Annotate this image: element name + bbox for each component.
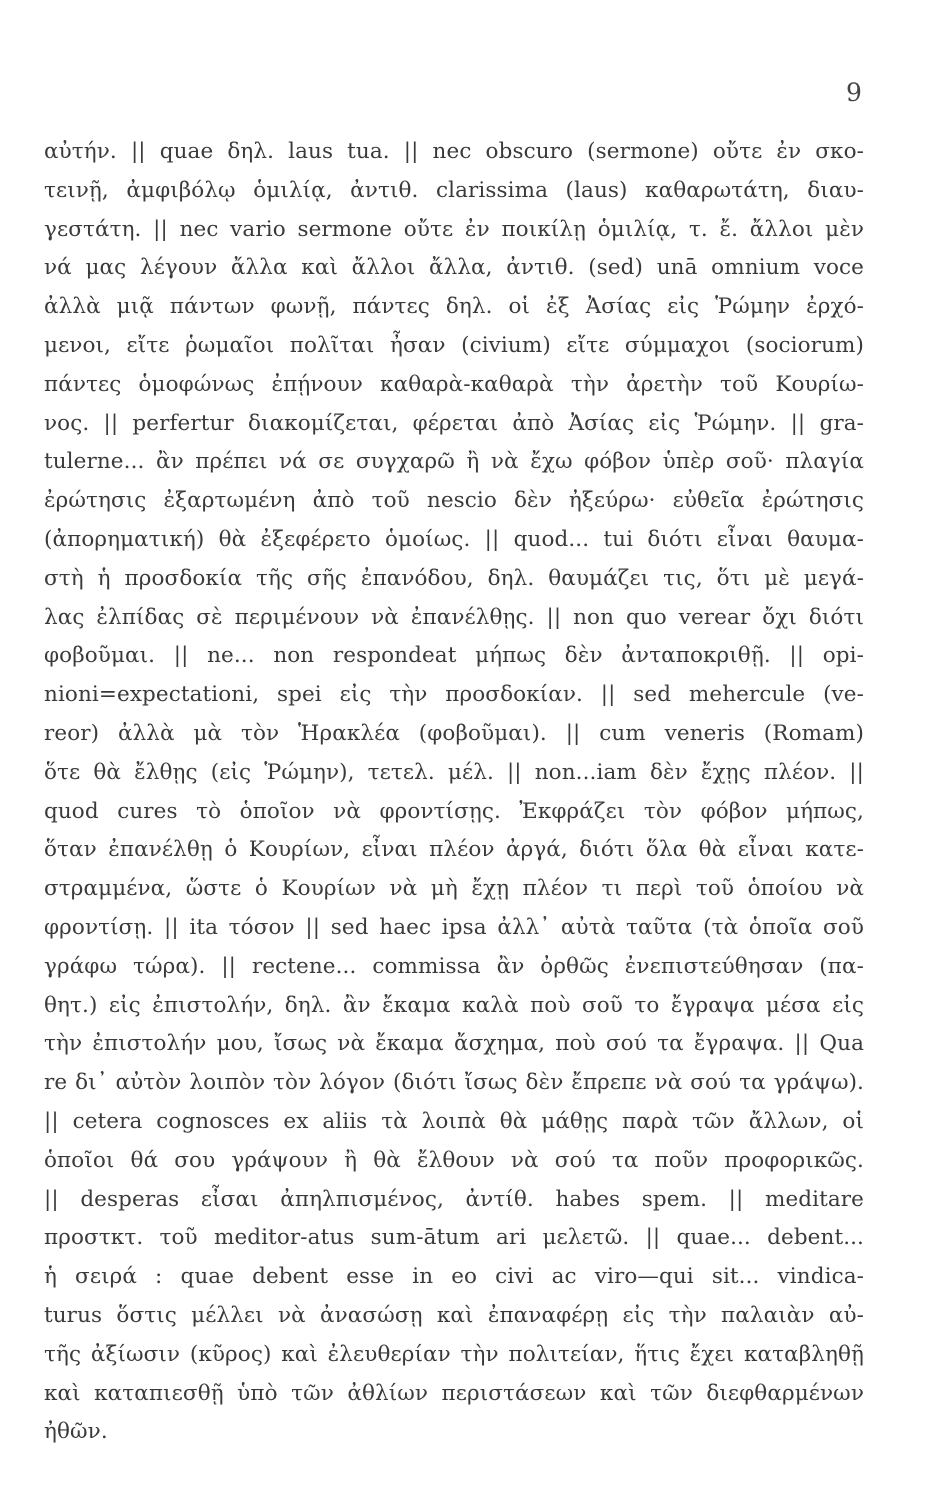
page-number: 9	[846, 78, 862, 107]
text-line: ἀλλὰ μιᾷ πάντων φωνῇ, πάντες δηλ. οἱ ἐξ Ἀσίας εἰς Ῥώμην ἐρχό-	[44, 294, 864, 320]
text-line: νος. || perfertur διακομίζεται, φέρεται ἀπὸ Ἀσίας εἰς Ῥώμην. || gra-	[44, 410, 864, 436]
text-line: γεστάτη. || nec vario sermone οὔτε ἐν ποικίλῃ ὁμιλίᾳ, τ. ἔ. ἄλλοι μὲν	[44, 216, 864, 242]
text-line: turus ὅστις μέλλει νὰ ἀνασώσῃ καὶ ἐπαναφέρῃ εἰς τὴν παλαιὰν αὐ-	[44, 1302, 864, 1328]
text-line: αὐτήν. || quae δηλ. laus tua. || nec obscuro (sermone) οὔτε ἐν σκο-	[44, 139, 864, 164]
text-line: νά μας λέγουν ἄλλα καὶ ἄλλοι ἄλλα, ἀντιθ. (sed) unā omnium voce	[44, 255, 864, 281]
text-line: προστκτ. τοῦ meditor-atus sum-ātum ari μελετῶ. || quae... debent...	[44, 1225, 864, 1251]
text-line: στραμμένα, ὥστε ὁ Κουρίων νὰ μὴ ἔχῃ πλέον τι περὶ τοῦ ὁποίου νὰ	[44, 876, 864, 902]
text-line: quod cures τὸ ὁποῖον νὰ φροντίσῃς. Ἐκφράζει τὸν φόβον μήπως,	[44, 798, 864, 824]
text-line: ἡ σειρά : quae debent esse in eo civi ac viro—qui sit... vindica-	[44, 1264, 864, 1290]
text-line: ἠθῶν.	[44, 1419, 108, 1445]
text-line: λας ἐλπίδας σὲ περιμένουν νὰ ἐπανέλθῃς. || non quo verear ὄχι διότι	[44, 604, 864, 630]
text-line: μενοι, εἴτε ῥωμαῖοι πολῖται ἦσαν (civium) εἴτε σύμμαχοι (sociorum)	[44, 332, 864, 358]
text-line: τεινῇ, ἀμφιβόλῳ ὁμιλίᾳ, ἀντιθ. clarissima (laus) καθαρωτάτη, διαυ-	[44, 177, 864, 203]
text-line: ὅταν ἐπανέλθῃ ὁ Κουρίων, εἶναι πλέον ἀργά, διότι ὅλα θὰ εἶναι κατε-	[44, 837, 864, 863]
text-line: φροντίσῃ. || ita τόσον || sed haec ipsa ἀλλ᾽ αὐτὰ ταῦτα (τὰ ὁποῖα σοῦ	[44, 914, 864, 940]
text-line: καὶ καταπιεσθῇ ὑπὸ τῶν ἀθλίων περιστάσεων καὶ τῶν διεφθαρμένων	[44, 1380, 864, 1406]
text-line: re δι᾽ αὐτὸν λοιπὸν τὸν λόγον (διότι ἴσως δὲν ἔπρεπε νὰ σού τα γράψω).	[44, 1070, 864, 1096]
text-line: || cetera cognosces ex aliis τὰ λοιπὰ θὰ μάθῃς παρὰ τῶν ἄλλων, οἱ	[44, 1108, 864, 1134]
text-line: τῆς ἀξίωσιν (κῦρος) καὶ ἐλευθερίαν τὴν πολιτείαν, ἥτις ἔχει καταβληθῇ	[44, 1341, 864, 1367]
text-line: tulerne... ἂν πρέπει νά σε συγχαρῶ ἢ νὰ ἔχω φόβον ὑπὲρ σοῦ· πλαγία	[44, 449, 864, 475]
text-line: στὴ ἡ προσδοκία τῆς σῆς ἐπανόδου, δηλ. θαυμάζει τις, ὅτι μὲ μεγά-	[44, 565, 864, 591]
text-line: ὁποῖοι θά σου γράψουν ἢ θὰ ἔλθουν νὰ σού τα ποῦν προφορικῶς.	[44, 1147, 864, 1173]
text-line: nioni=expectationi, spei εἰς τὴν προσδοκίαν. || sed mehercule (ve-	[44, 682, 864, 708]
text-line: reor) ἀλλὰ μὰ τὸν Ἡρακλέα (φοβοῦμαι). || cum veneris (Romam)	[44, 720, 864, 746]
text-line: τὴν ἐπιστολήν μου, ἴσως νὰ ἔκαμα ἄσχημα, ποὺ σού τα ἔγραψα. || Qua	[44, 1031, 864, 1057]
commentary-text	[44, 133, 864, 1452]
text-line: θητ.) εἰς ἐπιστολήν, δηλ. ἂν ἔκαμα καλὰ ποὺ σοῦ το ἔγραψα μέσα εἰς	[44, 992, 864, 1018]
text-line: πάντες ὁμοφώνως ἐπῄνουν καθαρὰ-καθαρὰ τὴν ἀρετὴν τοῦ Κουρίω-	[44, 371, 864, 397]
text-line: || desperas εἶσαι ἀπηλπισμένος, ἀντίθ. habes spem. || meditare	[44, 1186, 864, 1212]
text-line: ὅτε θὰ ἔλθῃς (εἰς Ῥώμην), τετελ. μέλ. || non...iam δὲν ἔχῃς πλέον. ||	[44, 759, 864, 785]
text-line: (ἀπορηματική) θὰ ἐξεφέρετο ὁμοίως. || quod... tui διότι εἶναι θαυμα-	[44, 526, 864, 552]
text-line: γράφω τώρα). || rectene... commissa ἂν ὀρθῶς ἐνεπιστεύθησαν (πα-	[44, 953, 864, 979]
text-line: ἐρώτησις ἐξαρτωμένη ἀπὸ τοῦ nescio δὲν ἠξεύρω· εὐθεῖα ἐρώτησις	[44, 488, 864, 514]
text-line: φοβοῦμαι. || ne... non respondeat μήπως δὲν ἀνταποκριθῇ. || opi-	[44, 643, 864, 669]
